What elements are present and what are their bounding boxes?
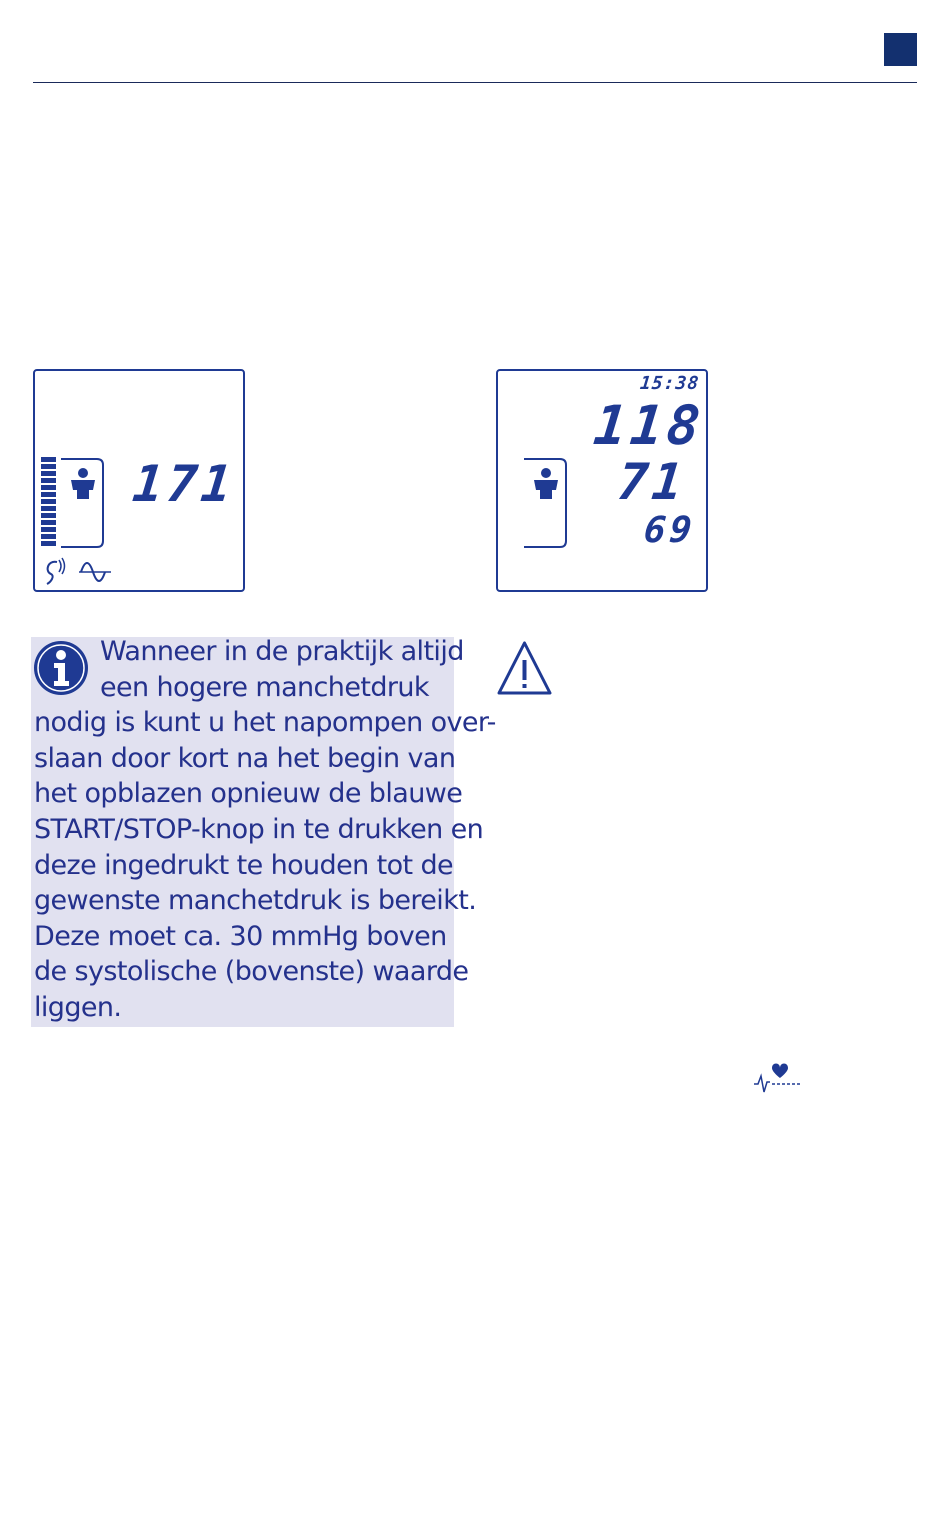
person-frame-icon xyxy=(59,457,105,549)
pressure-bar-segment xyxy=(41,499,56,504)
pressure-bar-segment xyxy=(41,541,56,546)
person-frame-icon xyxy=(522,457,568,549)
pressure-bar-segment xyxy=(41,457,56,462)
info-text-line: Wanneer in de praktijk altijd xyxy=(100,636,464,667)
time-readout: 15:38 xyxy=(638,373,701,394)
pressure-bar-segment xyxy=(41,485,56,490)
info-text-line: gewenste manchetdruk is bereikt. xyxy=(34,885,477,917)
person-icon xyxy=(534,468,558,499)
pressure-bar-segment xyxy=(41,478,56,483)
info-text-line: slaan door kort na het begin van xyxy=(34,742,456,774)
pressure-reading: 171 xyxy=(129,455,239,513)
pressure-bar-segment xyxy=(41,520,56,525)
info-text-line: START/STOP-knop in te drukken en xyxy=(34,813,484,845)
info-text-line: liggen. xyxy=(34,991,122,1023)
pressure-bar-segment xyxy=(41,527,56,532)
info-text-line: nodig is kunt u het napompen over- xyxy=(34,707,496,739)
pressure-bar-segment xyxy=(41,492,56,497)
info-icon xyxy=(33,640,89,696)
pressure-bar-segment xyxy=(41,513,56,518)
info-box xyxy=(31,636,496,1027)
info-text-line: het opblazen opnieuw de blauwe xyxy=(34,778,463,810)
info-text xyxy=(34,634,496,1026)
info-text-line: een hogere manchetdruk xyxy=(100,671,429,703)
page-corner-marker xyxy=(884,33,917,66)
sine-wave-icon xyxy=(77,556,113,588)
header-rule xyxy=(33,82,917,83)
pressure-bar-segment xyxy=(41,471,56,476)
ear-icon xyxy=(41,556,67,588)
person-icon xyxy=(71,468,95,499)
pulse-value: 69 xyxy=(641,510,698,551)
pressure-bar-segment xyxy=(41,506,56,511)
info-text-line: deze ingedrukt te houden tot de xyxy=(34,849,454,881)
lcd-display-inflating xyxy=(33,369,245,592)
lcd-display-result xyxy=(496,369,708,592)
heart-pulse-icon xyxy=(752,1060,802,1094)
systolic-value: 118 xyxy=(590,394,707,457)
warning-triangle-icon xyxy=(496,640,553,696)
info-text-line: Deze moet ca. 30 mmHg boven xyxy=(34,920,447,952)
diastolic-value: 71 xyxy=(614,453,690,511)
pressure-bar-segment xyxy=(41,534,56,539)
info-text-line: de systolische (bovenste) waarde xyxy=(34,956,469,988)
pressure-bar-segment xyxy=(41,464,56,469)
